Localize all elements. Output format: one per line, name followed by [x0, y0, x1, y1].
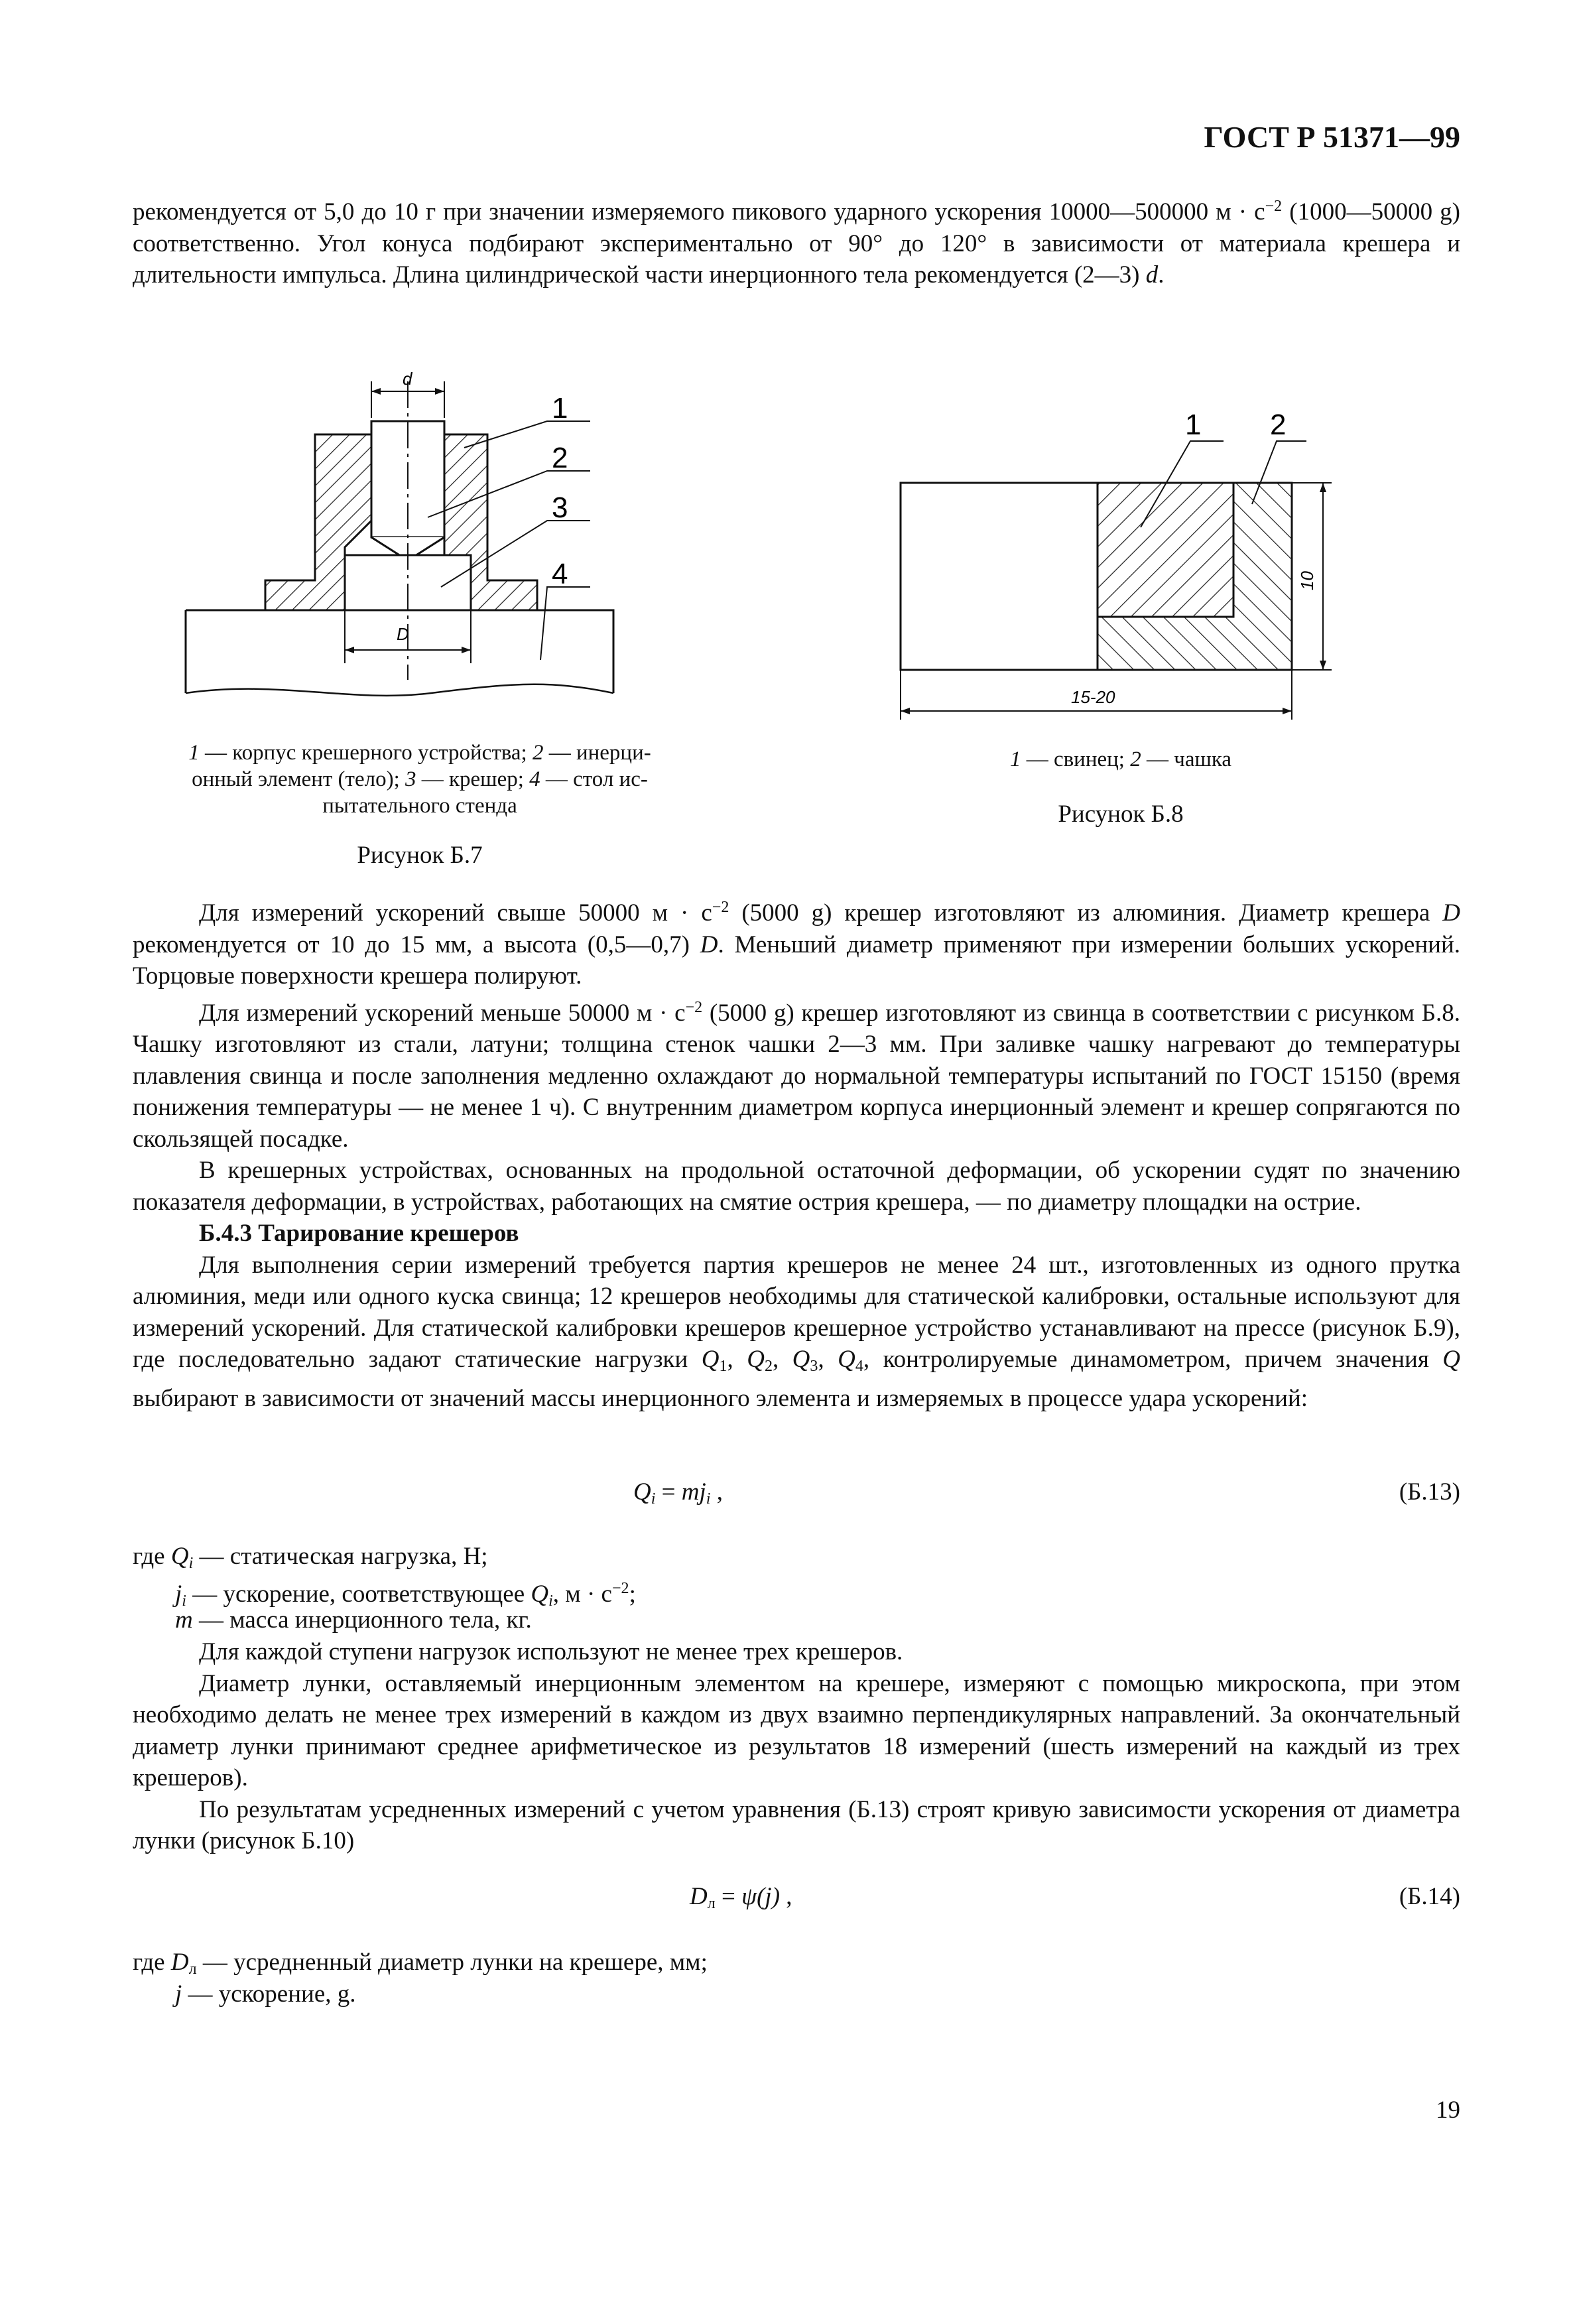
paragraph-curve: По результатам усредненных измерений с учетом уравнения (Б.13) строят кривую зависимости ускорения от диаметра лунки (рисунок Б.10): [133, 1795, 1460, 1854]
dim-height-label: 10: [1297, 571, 1317, 590]
section-heading: Б.4.3 Тарирование крешеров: [199, 1220, 519, 1248]
figure-b7-caption: 1 — корпус крешерного устройства; 2 — инерци- онный элемент (тело); 3 — крешер; 4 — стол ис- пытательного стенда: [188, 741, 651, 818]
legend-b13-j: $j_i$ — ускорение, соответствующее $Q_i$, $м \cdot с^{-2}$;: [175, 1580, 636, 1610]
callout-1: 1: [552, 392, 568, 424]
body-text: [133, 892, 1460, 1414]
legend-b13-m: m — масса инерционного тела, кг.: [175, 1606, 532, 1634]
callout-1: 1: [1185, 409, 1202, 441]
dim-D-label: D: [397, 624, 409, 644]
legend-b14-j: j — ускорение, g.: [175, 1980, 356, 2008]
equation-b13-number: (Б.13): [1399, 1478, 1460, 1506]
figure-b8-title: Рисунок Б.8: [1058, 801, 1184, 828]
paragraph-lead: Для измерений ускорений меньше 50000 $м \cdot с^{-2}$ (5000 g) крешер изготовляют из свинца в соответствии с рисунком Б.8. Чашку изготовляют из стали, латуни; толщина стенок чашки 2—3 мм. При заливке чашку нагревают до температуры плавления свинца и после заполнения медленно охлаждают до нормальной температуры испытаний по ГОСТ 15150 (время понижения температуры — не менее 1 ч). С внутренним диаметром корпуса инерционный элемент и крешер сопрягаются по скользящей посадке.: [133, 998, 1460, 1153]
body-text-2: [133, 1636, 1460, 1857]
dim-width-label: 15-20: [1071, 687, 1115, 707]
intro-paragraph: рекомендуется от 5,0 до 10 г при значении измеряемого пикового ударного ускорения 10000—500000 $м \cdot с^{-2}$ (1000—50000 g) соответственно. Угол конуса подбирают экспериментально от 90° до 120° в зависимости от материала крешера и длительности импульса. Длина цилиндрической части инерционного тела рекомендуется (2—3) d.: [133, 198, 1460, 289]
legend-b13-q: где $Q_i$ — статическая нагрузка, Н;: [133, 1543, 488, 1572]
paragraph-deformation: В крешерных устройствах, основанных на продольной остаточной деформации, об ускорении судят по значению показателя деформации, в устройствах, работающих на смятие острия крешера, — по диаметру площадки на острие.: [133, 1157, 1460, 1216]
equation-b14-number: (Б.14): [1399, 1883, 1460, 1910]
legend-b14-d: где $D_л$ — усредненный диаметр лунки на крешере, мм;: [133, 1949, 708, 1978]
paragraph-steps: Для каждой ступени нагрузок используют не менее трех крешеров.: [199, 1638, 903, 1665]
figure-b7-drawing: [179, 368, 657, 700]
figure-b7-title: Рисунок Б.7: [357, 842, 483, 869]
document-code: ГОСТ Р 51371—99: [1204, 120, 1460, 154]
equation-b14: $D_л = \psi(j)$ ,: [690, 1883, 792, 1912]
page-number: 19: [1436, 2097, 1460, 2124]
callout-4: 4: [552, 558, 568, 590]
callout-2: 2: [1270, 409, 1287, 441]
dim-d-label: d: [403, 369, 412, 389]
equation-b13: $Q_i = mj_i$ ,: [633, 1478, 723, 1508]
figure-b8-caption: 1 — свинец; 2 — чашка: [1009, 747, 1232, 771]
figure-b8-drawing: [889, 405, 1353, 730]
paragraph-calibration: Для выполнения серии измерений требуется партия крешеров не менее 24 шт., изготовленных из одного прутка алюминия, меди или одного куска свинца; 12 крешеров необходимы для статической калибровки, остальные используют для измерений ускорений. Для статической калибровки крешеров крешерное устройство устанавливают на прессе (рисунок Б.9), где последовательно задают статические нагрузки $Q_1$, $Q_2$, $Q_3$, $Q_4$, контролируемые динамометром, причем значения Q выбирают в зависимости от значений массы инерционного элемента и измеряемых в процессе удара ускорений:: [133, 1251, 1461, 1412]
paragraph-microscope: Диаметр лунки, оставляемый инерционным элементом на крешере, измеряют с помощью микроскопа, при этом необходимо делать не менее трех измерений в каждом из двух взаимно перпендикулярных направлений. За окончательный диаметр лунки принимают среднее арифметическое из результатов 18 измерений (шесть измерений на каждый из трех крешеров).: [133, 1669, 1460, 1791]
callout-3: 3: [552, 491, 568, 524]
callout-2: 2: [552, 442, 568, 474]
paragraph-aluminium: Для измерений ускорений свыше 50000 $м \cdot с^{-2}$ (5000 g) крешер изготовляют из алюминия. Диаметр крешера D рекомендуется от 10 до 15 мм, а высота (0,5—0,7) D. Меньший диаметр применяют при измерении больших ускорений. Торцовые поверхности крешера полируют.: [133, 899, 1461, 990]
